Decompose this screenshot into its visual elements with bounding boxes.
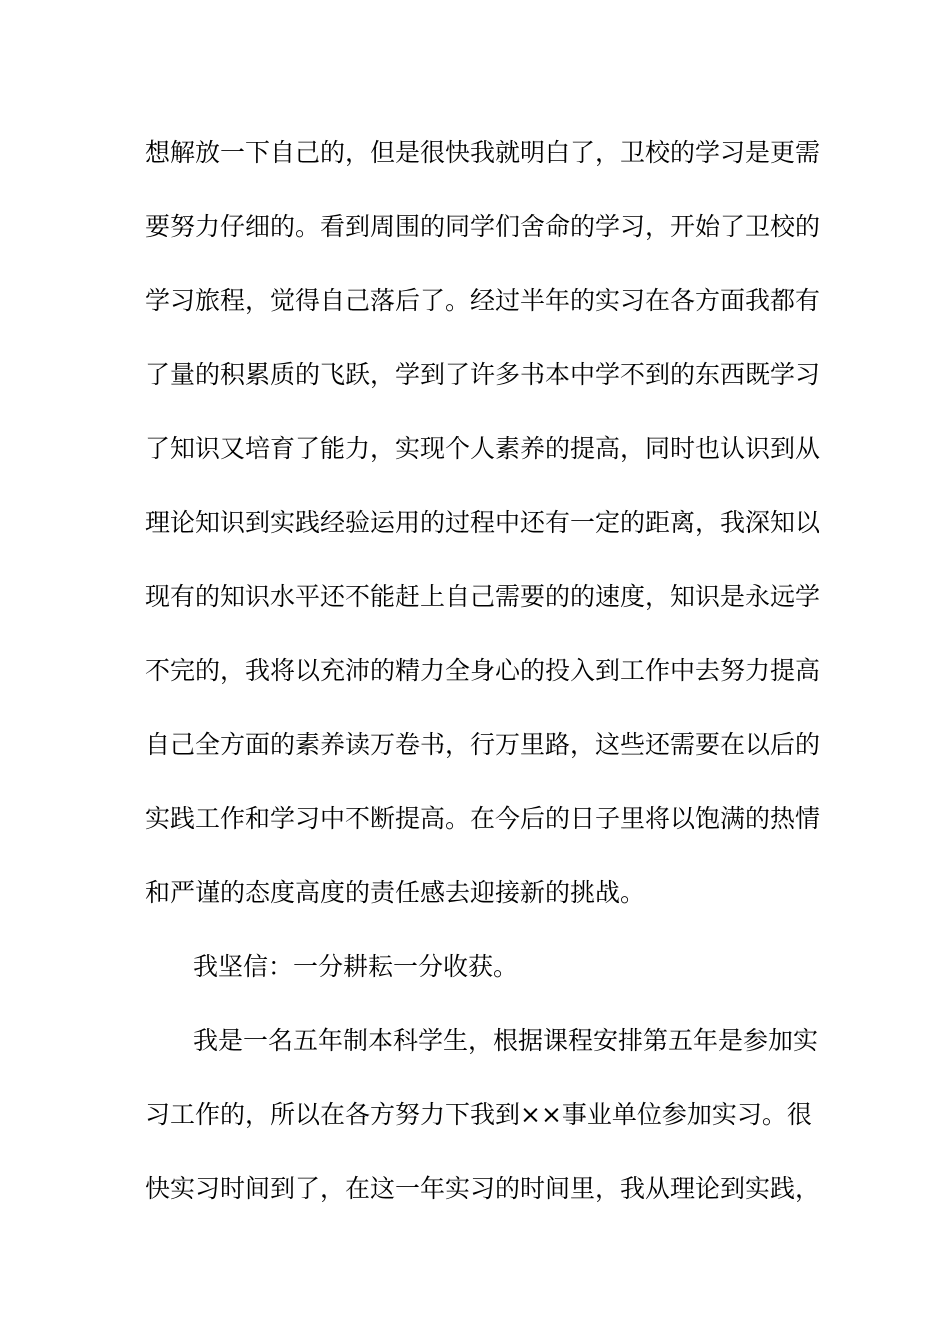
paragraph-line-10: 实践工作和学习中不断提高。在今后的日子里将以饱满的热情: [145, 804, 821, 833]
paragraph-line-6: 理论知识到实践经验运用的过程中还有一定的距离，我深知以: [145, 508, 821, 537]
paragraph-line-15: 快实习时间到了，在这一年实习的时间里，我从理论到实践，: [145, 1174, 821, 1203]
paragraph-line-14: 习工作的，所以在各方努力下我到××事业单位参加实习。很: [145, 1100, 812, 1129]
paragraph-line-9: 自己全方面的素养读万卷书，行万里路，这些还需要在以后的: [145, 730, 821, 759]
paragraph-line-1: 想解放一下自己的，但是很快我就明白了，卫校的学习是更需: [145, 138, 821, 167]
paragraph-line-7: 现有的知识水平还不能赶上自己需要的的速度，知识是永远学: [145, 582, 821, 611]
paragraph-line-4: 了量的积累质的飞跃，学到了许多书本中学不到的东西既学习: [145, 360, 821, 389]
paragraph-line-8: 不完的，我将以充沛的精力全身心的投入到工作中去努力提高: [145, 656, 821, 685]
paragraph-line-13: 我是一名五年制本科学生，根据课程安排第五年是参加实: [193, 1026, 819, 1055]
paragraph-line-11: 和严谨的态度高度的责任感去迎接新的挑战。: [145, 878, 646, 907]
paragraph-line-12: 我坚信：一分耕耘一分收获。: [193, 952, 519, 981]
paragraph-line-3: 学习旅程，觉得自己落后了。经过半年的实习在各方面我都有: [145, 286, 821, 315]
paragraph-line-5: 了知识又培育了能力，实现个人素养的提高，同时也认识到从: [145, 434, 821, 463]
paragraph-line-2: 要努力仔细的。看到周围的同学们舍命的学习，开始了卫校的: [145, 212, 821, 241]
